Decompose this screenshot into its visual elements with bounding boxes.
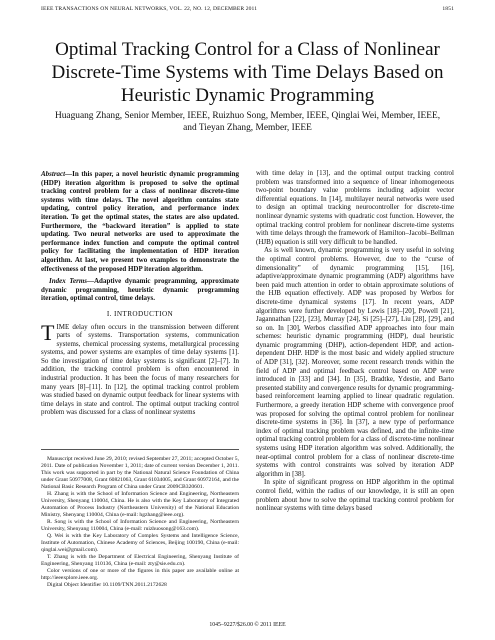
journal-name: IEEE TRANSACTIONS ON NEURAL NETWORKS, VOL. 22, NO. 12, DECEMBER 2011: [41, 6, 258, 12]
footnote-author-zhang-h: H. Zhang is with the School of Information Science and Engineering, Northeastern University, Shenyang 110004, China. He is also with the Key Laboratory of Integrated Automation of Process Industry (Northeastern University) of the National Education Ministry, Shenyang 110004, China (e-mail: hgzhang@ieee.org).: [41, 491, 239, 518]
footnote-color-versions: Color versions of one or more of the figures in this paper are available online at http://ieeexplore.ieee.org.: [41, 568, 239, 581]
right-paragraph-2: As is well known, dynamic programming is very useful in solving the optimal control problems. However, due to the “curse of dimensionality” of dynamic programming [15], [16], adaptive/approximate dynamic programming (ADP) algorithms have been paid much attention in order to obtain approximate solutions of the HJB equation effectively. ADP was proposed by Werbos for discrete-time dynamical systems [17]. In recent years, ADP algorithms were further developed by Lewis [18]–[20], Powell [21], Jagannathan [22], [23], Murray [24], Si [25]–[27], Liu [28], [29], and so on. In [30], Werbos classified ADP approaches into four main schemes: heuristic dynamic programming (HDP), dual heuristic dynamic programming (DHP), action-dependent HDP, and action-dependent DHP. HDP is the most basic and widely applied structure of ADP [31], [32]. Moreover, some recent research trends within the field of ADP and optimal feedback control based on ADP were introduced in [33] and [34]. In [35], Bradtke, Ydestie, and Barto presented stability and convergence results for dynamic programming-based reinforcement learning applied to linear quadratic regulation. Furthermore, a greedy iteration HDP scheme with convergence proof was proposed for solving the optimal control problem for nonlinear discrete-time systems in [36]. In [37], a new type of performance index of optimal tracking problem was defined, and the infinite-time optimal tracking control problem for a class of discrete-time nonlinear systems using HDP iteration algorithm was solved. Additionally, the near-optimal control problem for a class of nonlinear discrete-time systems with control constraints was solved by iteration ADP algorithm in [38].: [256, 246, 454, 478]
intro-text: IME delay often occurs in the transmission between different parts of systems. Transportation systems, communication systems, chemical processing systems, metallurgical processing systems, and power systems are examples of time delay systems [1]. So the investigation of time delay systems is significant [2]–[7]. In addition, the tracking control problem is often encountered in industrial production. It has been the focus of many researchers for many years [8]–[11]. In [12], the optimal tracking control problem was studied based on dynamic output feedback for linear systems with time delays in state and control. The optimal output tracking control problem was discussed for a class of nonlinear systems: [41, 322, 239, 417]
copyright-footer: 1045–9227/$26.00 © 2011 IEEE: [209, 622, 286, 628]
drop-cap: T: [41, 319, 55, 345]
index-terms: [41, 277, 239, 303]
right-paragraph-1: with time delay in [13], and the optimal output tracking control problem was transformed into a sequence of linear inhomogeneous two-point boundary value problems including adjoint vector differential equations. In [14], multilayer neural networks were used to design an optimal tracking neurocontroller for discrete-time nonlinear dynamic systems with quadratic cost function. However, the optimal tracking control problem for nonlinear discrete-time systems with time delays through the framework of Hamilton–Jacobi–Bellman (HJB) equation is still very difficult to be handled.: [256, 169, 454, 246]
footnote-author-zhang-t: T. Zhang is with the Department of Electrical Engineering, Shenyang Institute of Engineering, Shenyang 110136, China (e-mail: zty@sie.edu.cn).: [41, 554, 239, 567]
footnote-doi: Digital Object Identifier 10.1109/TNN.2011.2172628: [47, 582, 167, 588]
index-terms-label: Index Terms—: [49, 277, 94, 286]
section-heading-introduction: I. INTRODUCTION: [106, 309, 174, 318]
paper-title: Optimal Tracking Control for a Class of Nonlinear Discrete-Time Systems with Time Delays Based on Heuristic Dynamic Programming: [51, 39, 444, 106]
left-column: [41, 170, 239, 417]
author-list: [30, 110, 465, 134]
footnote-author-song: R. Song is with the School of Information Science and Engineering, Northeastern University, Shenyang 110004, China (e-mail: ruizhuosong@163.com).: [41, 519, 239, 532]
index-terms-text: Adaptive dynamic programming, approximate dynamic programming, heuristic dynamic programming iteration, optimal control, time delays.: [41, 277, 240, 303]
right-column: [256, 169, 454, 513]
intro-paragraph-1: [41, 319, 239, 418]
abstract: [41, 170, 239, 273]
author-line-1: Huaguang Zhang, Senior Member, IEEE, Ruizhuo Song, Member, IEEE, Qinglai Wei, Member, IEEE,: [54, 111, 441, 121]
author-line-2: and Tieyan Zhang, Member, IEEE: [183, 123, 312, 133]
footnotes: [41, 449, 239, 589]
right-paragraph-3: In spite of significant progress on HDP algorithm in the optimal control field, within the radius of our knowledge, it is still an open problem about how to solve the optimal tracking control problem for nonlinear systems with time delays based: [256, 478, 454, 513]
page-number: 1851: [442, 6, 454, 12]
abstract-text: In this paper, a novel heuristic dynamic programming (HDP) iteration algorithm is proposed to solve the optimal tracking control problem for a class of nonlinear discrete-time systems with time delays. The novel algorithm contains state updating, control policy iteration, and performance index iteration. To get the optimal states, the states are also updated. Furthermore, the “backward iteration” is applied to state updating. Two neural networks are used to approximate the performance index function and compute the optimal control policy for facilitating the implementation of HDP iteration algorithm. At last, we present two examples to demonstrate the effectiveness of the proposed HDP iteration algorithm.: [41, 170, 239, 273]
footnote-manuscript: Manuscript received June 29, 2010; revised September 27, 2011; accepted October 5, 2011. Date of publication November 1, 2011; date of current version December 1, 2011. This work was supported in part by the National Natural Science Foundation of China under Grant 50977008, Grant 60821063, Grant 61034005, and Grant 60972164, and the National Basic Research Program of China under Grant 2009CB320601.: [41, 456, 239, 490]
abstract-label: Abstract—: [41, 170, 73, 178]
footnote-author-wei: Q. Wei is with the Key Laboratory of Complex Systems and Intelligence Science, Institute of Automation, Chinese Academy of Sciences, Beijing 100190, China (e-mail: qinglai.wei@gmail.com).: [41, 533, 239, 553]
running-header: [41, 6, 454, 16]
